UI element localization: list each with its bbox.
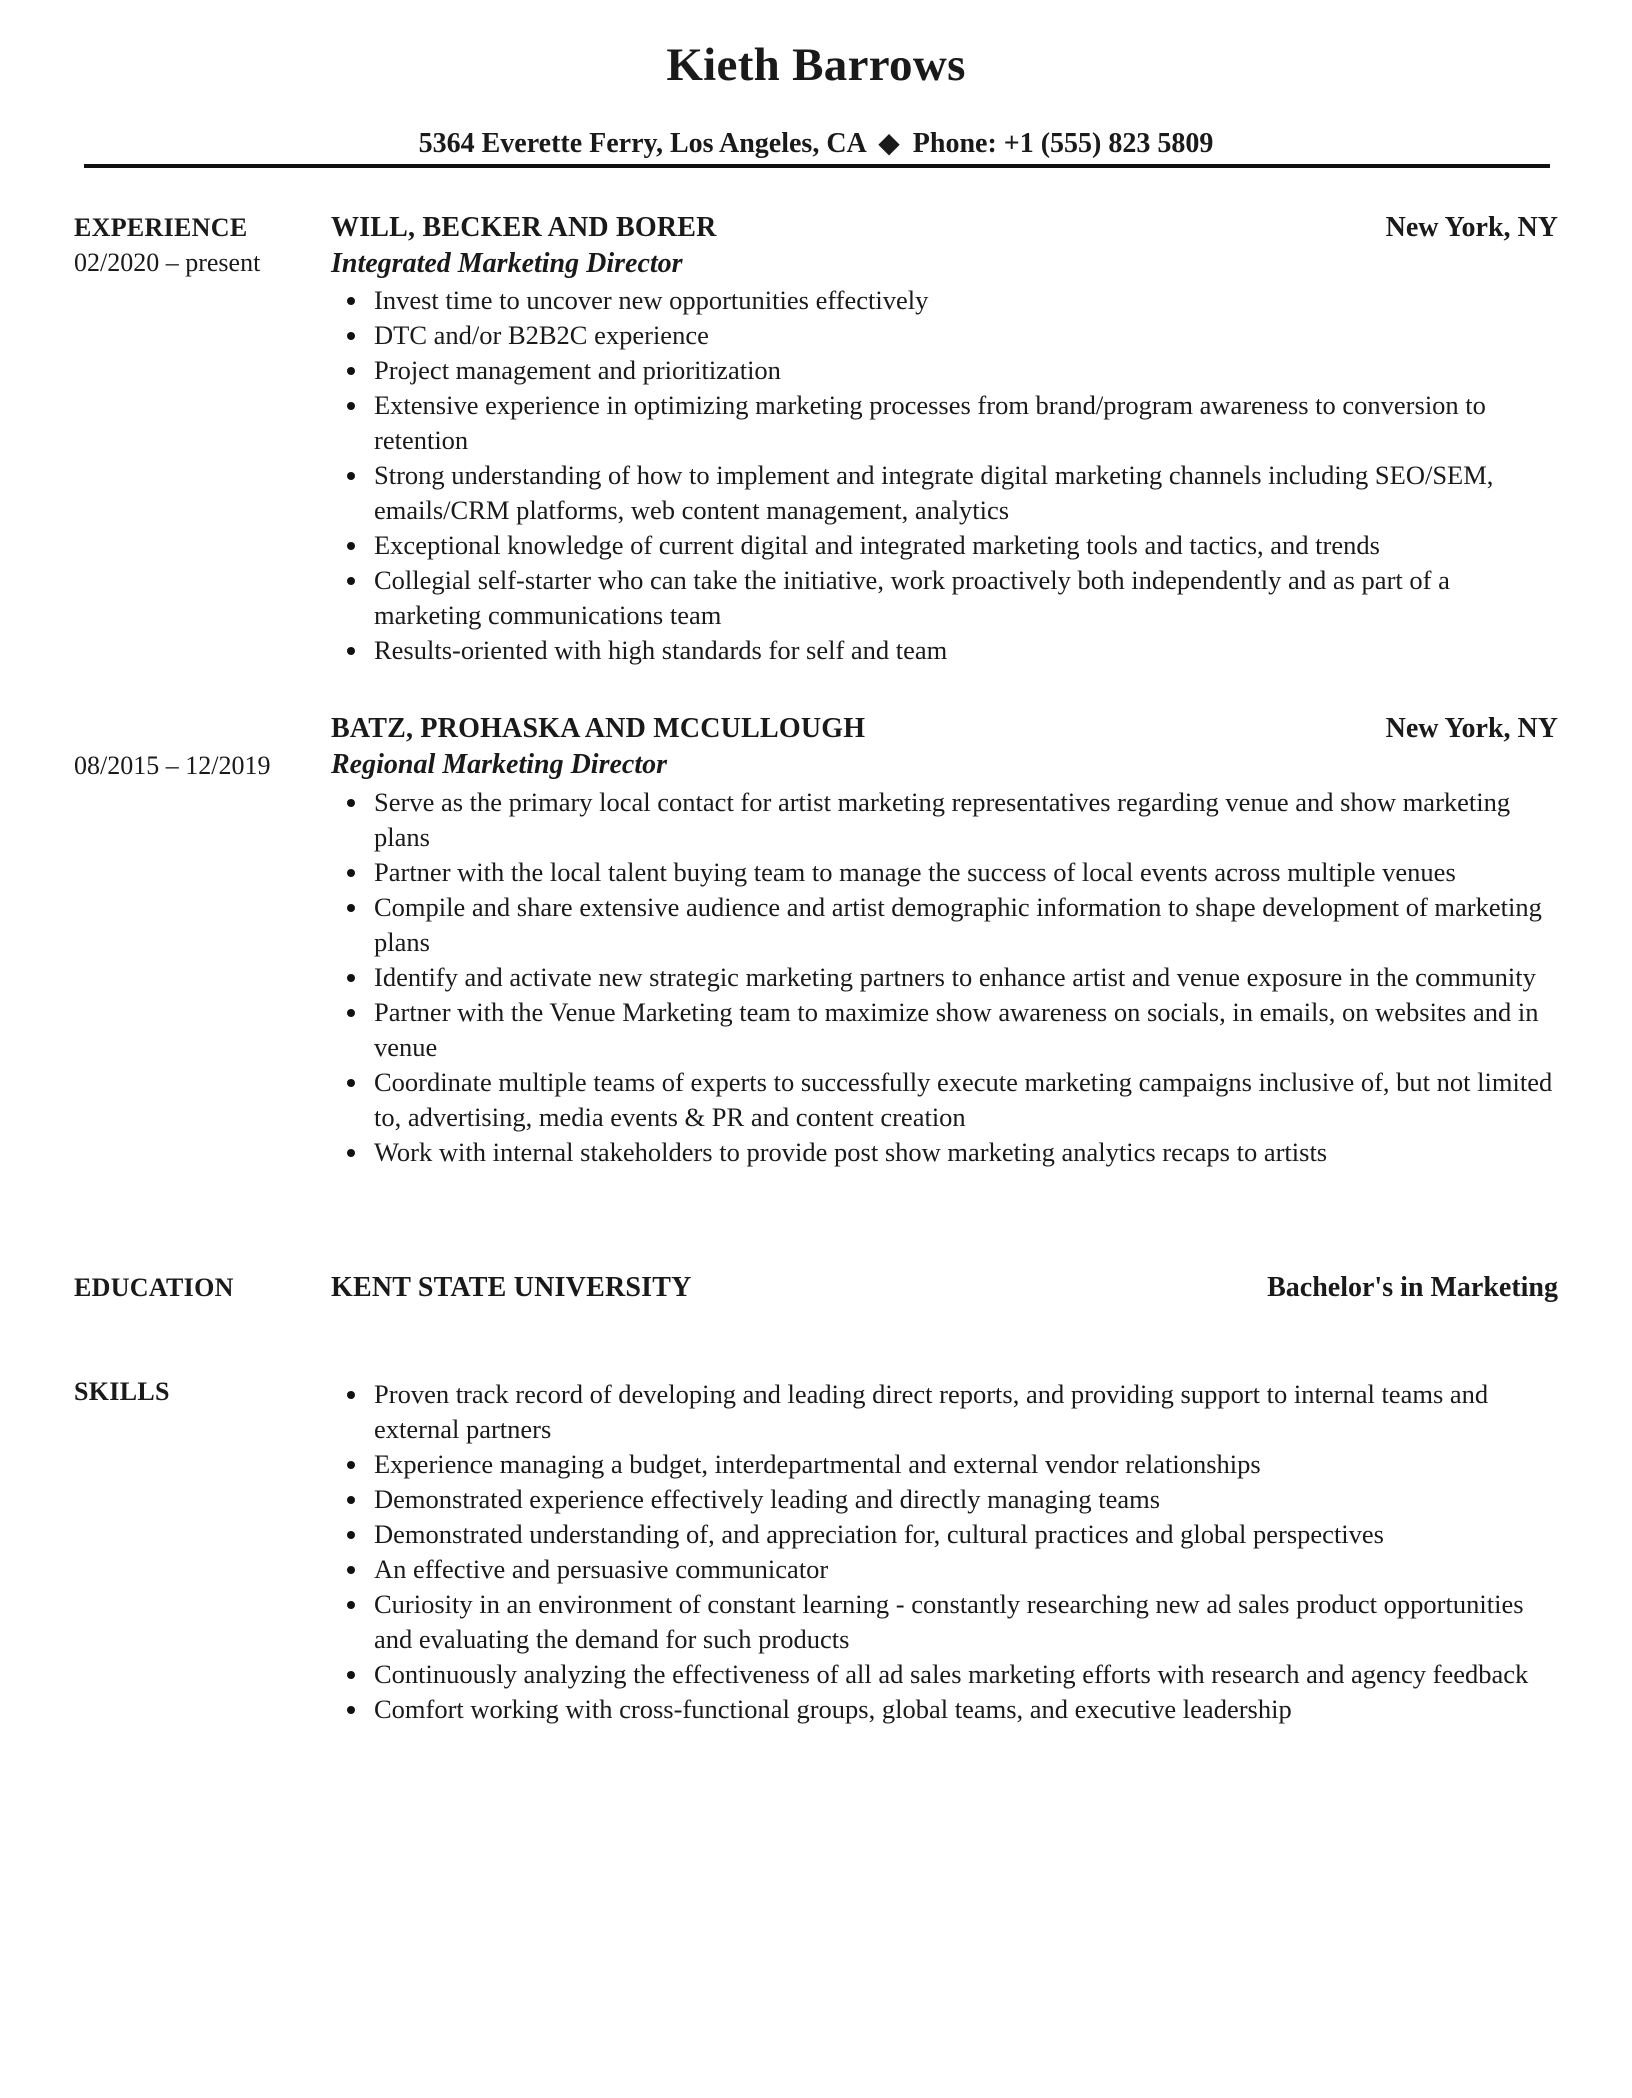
list-item: Invest time to uncover new opportunities effectively	[331, 283, 1561, 318]
list-item: Experience managing a budget, interdepartmental and external vendor relationships	[331, 1447, 1561, 1482]
skills-heading: SKILLS	[74, 1377, 170, 1406]
job-1-title: Integrated Marketing Director	[331, 248, 683, 279]
job-2-location: New York, NY	[1385, 713, 1558, 744]
education-degree: Bachelor's in Marketing	[1267, 1272, 1558, 1303]
job-2-title: Regional Marketing Director	[331, 749, 668, 780]
list-item: Identify and activate new strategic marketing partners to enhance artist and venue exposure in the community	[331, 960, 1561, 995]
list-item: Curiosity in an environment of constant learning - constantly researching new ad sales product opportunities and evaluating the demand for such products	[331, 1587, 1561, 1657]
list-item: Continuously analyzing the effectiveness of all ad sales marketing efforts with research and agency feedback	[331, 1657, 1561, 1692]
education-school: KENT STATE UNIVERSITY	[331, 1272, 692, 1303]
list-item: Serve as the primary local contact for artist marketing representatives regarding venue and show marketing plans	[331, 785, 1561, 855]
job-2-dates: 08/2015 – 12/2019	[74, 751, 271, 780]
list-item: Demonstrated experience effectively leading and directly managing teams	[331, 1482, 1561, 1517]
job-1-location: New York, NY	[1385, 212, 1558, 243]
list-item: Partner with the local talent buying team to manage the success of local events across multiple venues	[331, 855, 1561, 890]
list-item: Extensive experience in optimizing marketing processes from brand/program awareness to conversion to retention	[331, 388, 1561, 458]
job-2-company: BATZ, PROHASKA AND MCCULLOUGH	[331, 713, 866, 744]
job-1-bullets	[331, 283, 1561, 668]
list-item: An effective and persuasive communicator	[331, 1552, 1561, 1587]
experience-heading: EXPERIENCE	[74, 213, 248, 242]
list-item: Compile and share extensive audience and artist demographic information to shape development of marketing plans	[331, 890, 1561, 960]
list-item: Comfort working with cross-functional groups, global teams, and executive leadership	[331, 1692, 1561, 1727]
skills-bullets	[331, 1377, 1561, 1727]
list-item: Collegial self-starter who can take the initiative, work proactively both independently and as part of a marketing communications team	[331, 563, 1561, 633]
list-item: Coordinate multiple teams of experts to successfully execute marketing campaigns inclusive of, but not limited to, advertising, media events & PR and content creation	[331, 1065, 1561, 1135]
job-1-dates: 02/2020 – present	[74, 248, 261, 277]
address: 5364 Everette Ferry, Los Angeles, CA	[418, 128, 866, 159]
job-2-bullets	[331, 785, 1561, 1170]
list-item: Partner with the Venue Marketing team to maximize show awareness on socials, in emails, on websites and in venue	[331, 995, 1561, 1065]
list-item: Strong understanding of how to implement and integrate digital marketing channels including SEO/SEM, emails/CRM platforms, web content management, analytics	[331, 458, 1561, 528]
list-item: Proven track record of developing and leading direct reports, and providing support to internal teams and external partners	[331, 1377, 1561, 1447]
education-heading: EDUCATION	[74, 1273, 234, 1302]
diamond-separator-icon: ◆	[878, 128, 900, 159]
job-1-company: WILL, BECKER AND BORER	[331, 212, 717, 243]
list-item: Exceptional knowledge of current digital and integrated marketing tools and tactics, and trends	[331, 528, 1561, 563]
list-item: Work with internal stakeholders to provide post show marketing analytics recaps to artists	[331, 1135, 1561, 1170]
list-item: Results-oriented with high standards for self and team	[331, 633, 1561, 668]
list-item: Project management and prioritization	[331, 353, 1561, 388]
candidate-name: Kieth Barrows	[666, 39, 966, 91]
list-item: DTC and/or B2B2C experience	[331, 318, 1561, 353]
header-divider	[84, 164, 1550, 168]
phone: Phone: +1 (555) 823 5809	[912, 128, 1214, 159]
list-item: Demonstrated understanding of, and appreciation for, cultural practices and global perspectives	[331, 1517, 1561, 1552]
contact-line	[0, 126, 1632, 160]
